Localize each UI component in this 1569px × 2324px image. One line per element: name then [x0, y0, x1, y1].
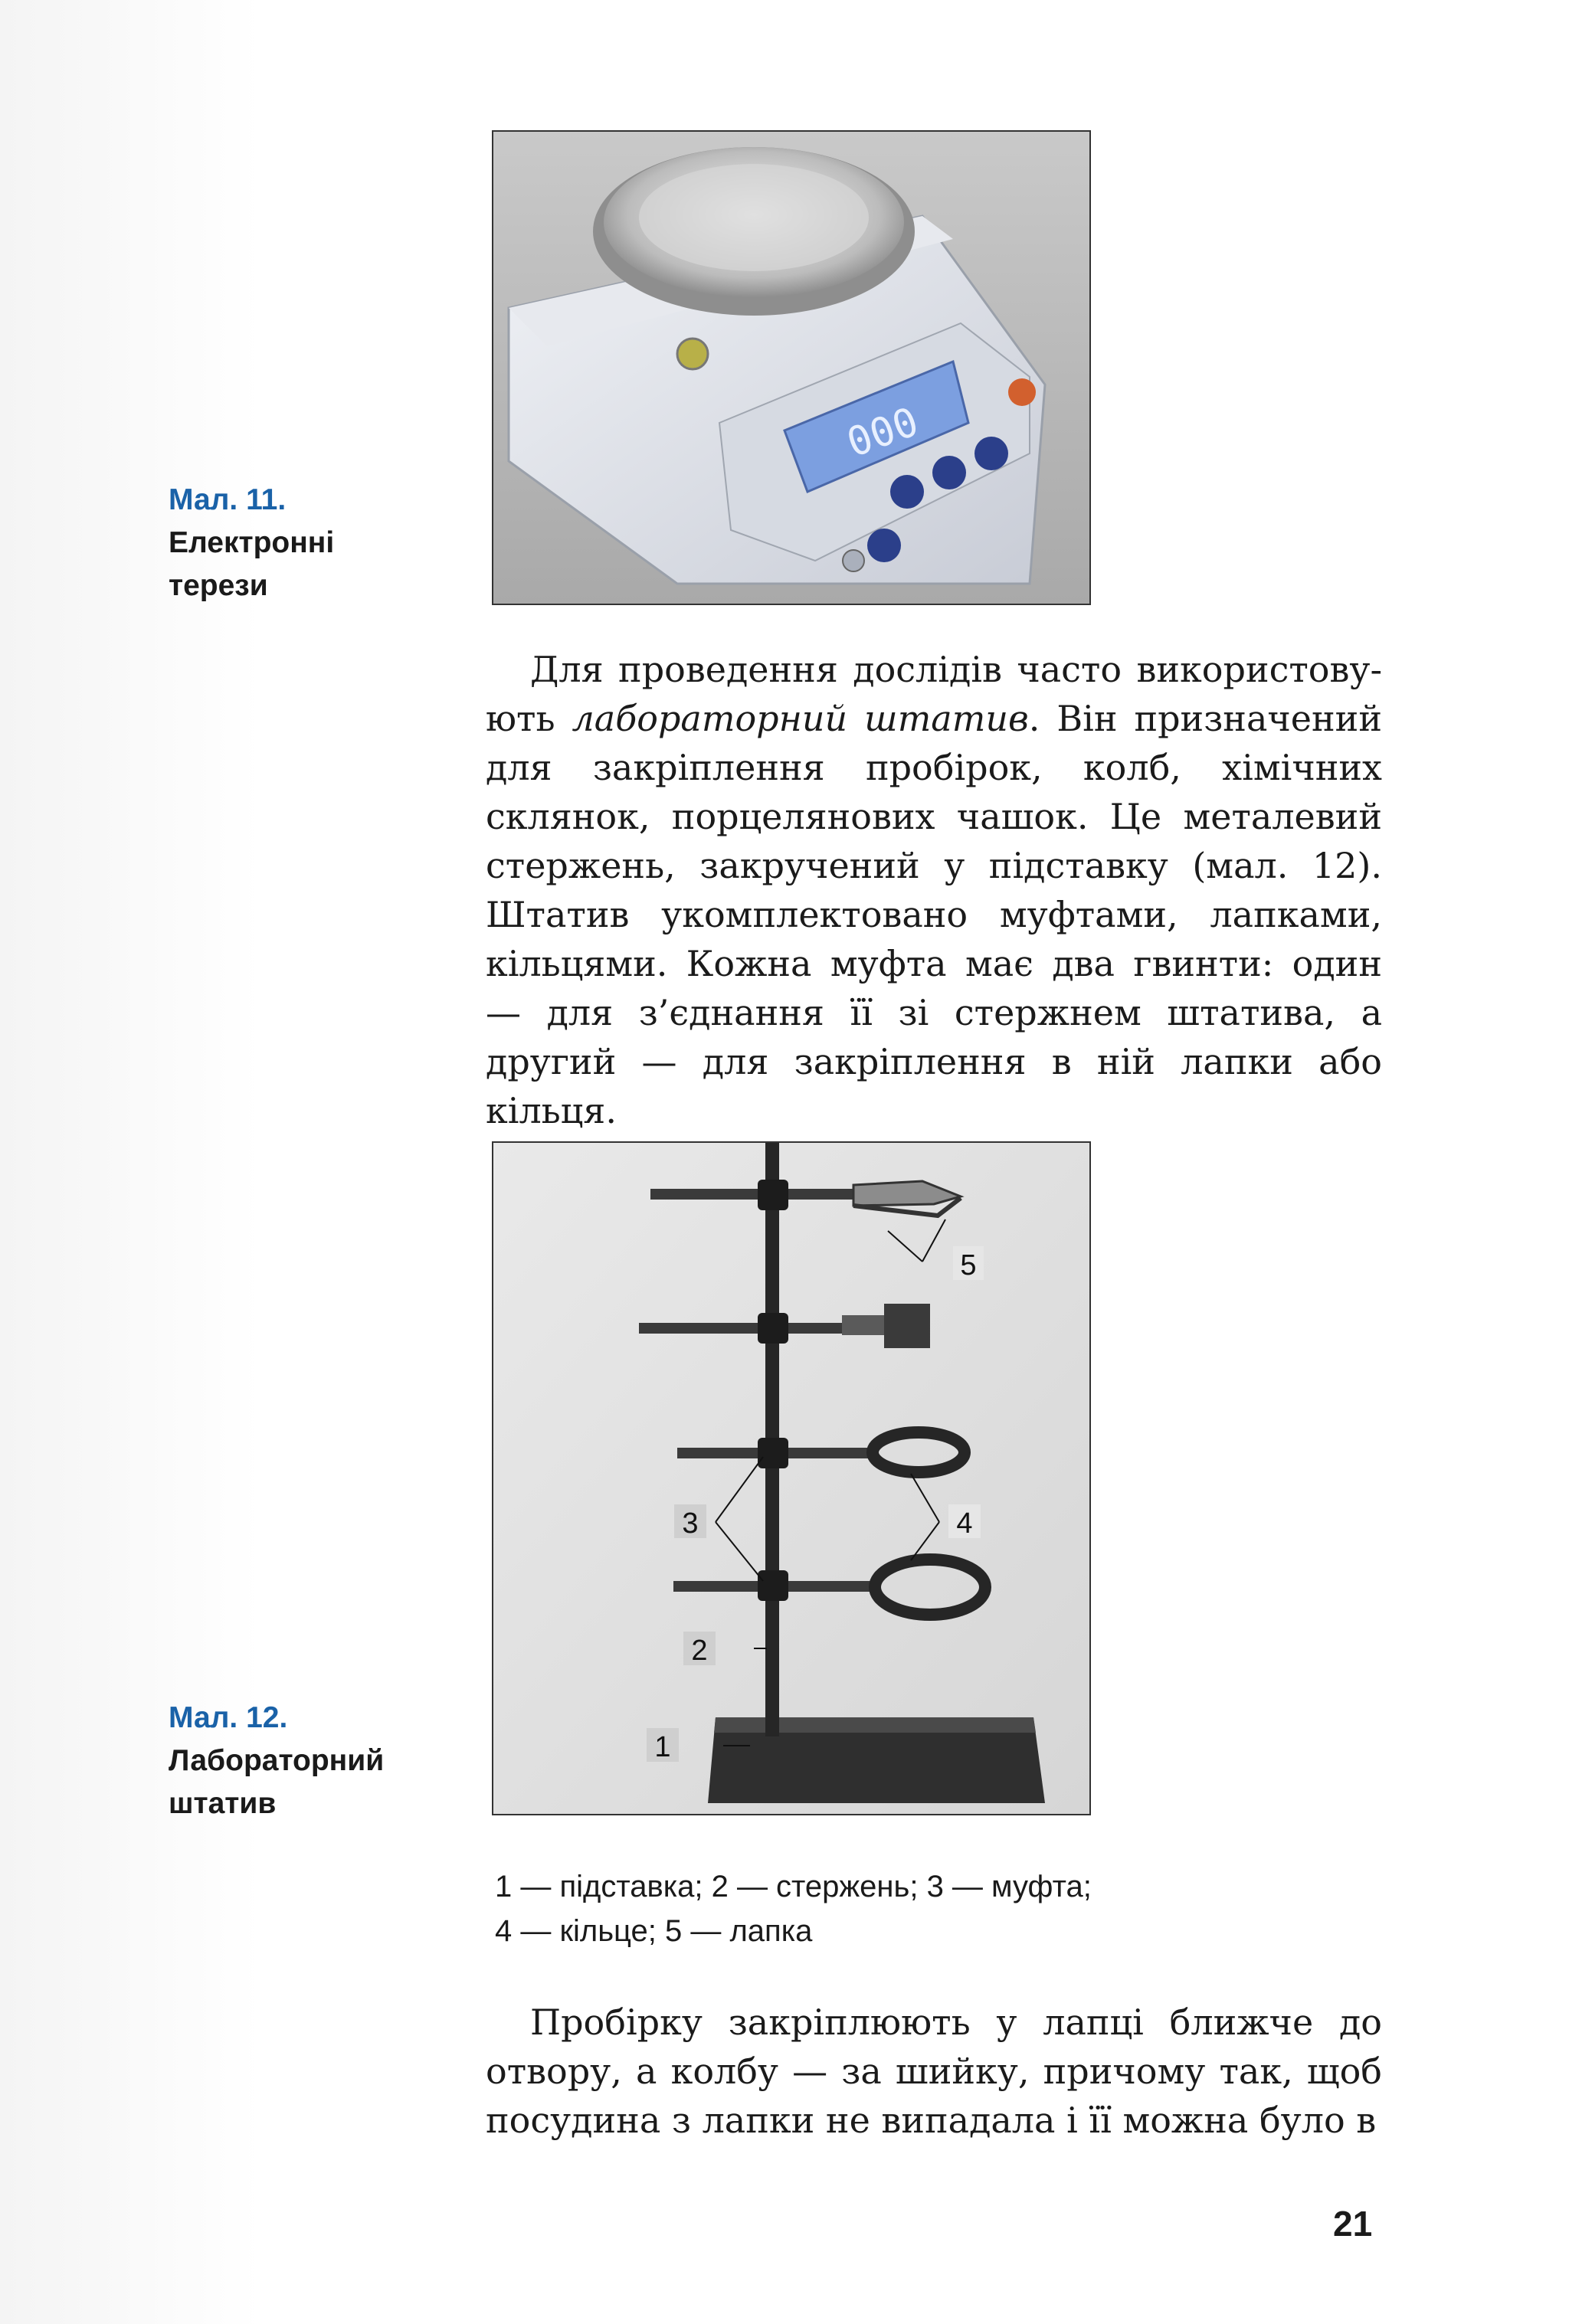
- page-number: 21: [1333, 2204, 1373, 2244]
- electronic-scale-illustration: [493, 132, 1089, 604]
- legend-line-2: 4 — кільце; 5 — лапка: [495, 1914, 813, 1948]
- paragraph-2-text: Пробірку закріплюють у лапці ближче до отвору, а колбу — за шийку, причому так, щоб посудина з лапки не випадала і її можна було в: [486, 2002, 1382, 2141]
- laboratory-stand-illustration: [493, 1143, 1089, 1814]
- figure-11-photo: [492, 130, 1091, 605]
- figure-11-title-line1: Електронні: [169, 526, 335, 559]
- paragraph-1-italic-term: лабораторний штатив: [572, 698, 1029, 739]
- stand-label-4: 4: [956, 1507, 973, 1540]
- paragraph-1-start: Для проведення дослідів часто використову-ють: [486, 649, 1382, 739]
- figure-11-caption: [169, 479, 460, 607]
- figure-12-title-line2: штатив: [169, 1787, 277, 1820]
- figure-12-title-line1: Лабораторний: [169, 1744, 385, 1777]
- figure-12-caption: [169, 1697, 460, 1825]
- paragraph-1-rest: . Він призначений для закріплення пробірок, колб, хімічних склянок, порцелянових чашок. Це металевий стержень, закручений у підставку (мал. 12). Штатив укомплектовано муфтами, лапками, кільцями. Кожна муфта має два гвинти: один — для з’єднання її зі стержнем штатива, а другий — для закріплення в ній лапки або кільця.: [486, 698, 1382, 1131]
- stand-label-5: 5: [960, 1249, 977, 1281]
- page-margin: [0, 0, 260, 2324]
- stand-label-1: 1: [654, 1731, 671, 1763]
- paragraph-2: [486, 1998, 1382, 2145]
- figure-12-legend: [495, 1864, 1261, 1953]
- figure-11-number: Мал. 11.: [169, 483, 287, 516]
- stand-label-3: 3: [682, 1507, 699, 1540]
- stand-label-2: 2: [691, 1635, 708, 1667]
- legend-line-1: 1 — підставка; 2 — стержень; 3 — муфта;: [495, 1870, 1092, 1903]
- paragraph-1: [486, 645, 1382, 1135]
- figure-11-title-line2: терези: [169, 569, 268, 602]
- scale-display-reading: 000: [840, 398, 925, 467]
- figure-12-photo: [492, 1141, 1091, 1815]
- figure-12-number: Мал. 12.: [169, 1701, 288, 1734]
